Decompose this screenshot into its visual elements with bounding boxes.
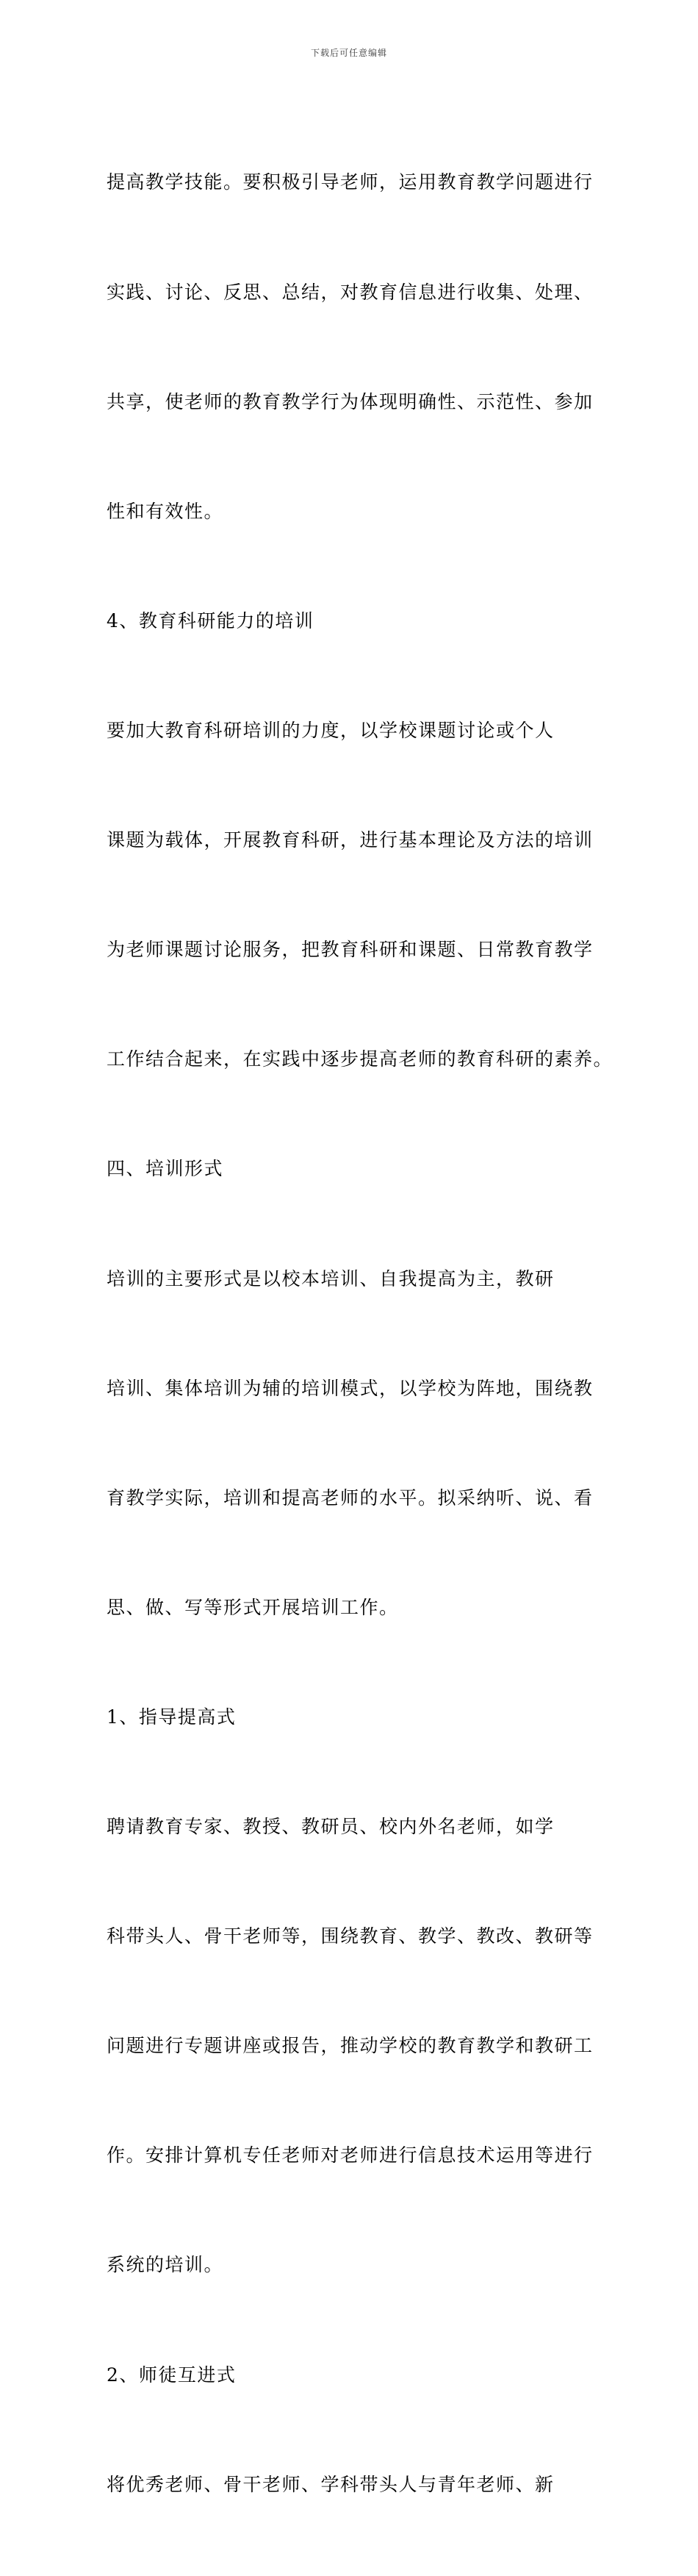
- section-heading: 1、指导提高式: [107, 1706, 237, 1728]
- text-line: 共享，使老师的教育教学行为体现明确性、示范性、参加: [107, 390, 594, 412]
- text-line: 作。安排计算机专任老师对老师进行信息技术运用等进行: [107, 2144, 594, 2167]
- section-heading: 4、教育科研能力的培训: [107, 609, 314, 632]
- text-line: 性和有效性。: [107, 500, 224, 522]
- document-text: [107, 91, 614, 2576]
- text-line: 实践、讨论、反思、总结，对教育信息进行收集、处理、: [107, 281, 594, 303]
- text-line: 为老师课题讨论服务，把教育科研和课题、日常教育教学: [107, 939, 594, 961]
- text-line: 思、做、写等形式开展培训工作。: [107, 1596, 399, 1618]
- document-body: [107, 91, 614, 2576]
- text-line: 问题进行专题讲座或报告，推动学校的教育教学和教研工: [107, 2035, 594, 2057]
- text-line: 聘请教育专家、教授、教研员、校内外名老师，如学: [107, 1816, 555, 1838]
- text-line: 课题为载体，开展教育科研，进行基本理论及方法的培训: [107, 829, 594, 851]
- text-line: 系统的培训。: [107, 2254, 224, 2276]
- text-line: 要加大教育科研培训的力度，以学校课题讨论或个人: [107, 719, 555, 741]
- section-heading: 四、培训形式: [107, 1158, 224, 1180]
- section-heading: 2、师徒互进式: [107, 2364, 237, 2386]
- text-line: 培训的主要形式是以校本培训、自我提高为主，教研: [107, 1267, 555, 1289]
- text-line: 育教学实际，培训和提高老师的水平。拟采纳听、说、看: [107, 1486, 594, 1509]
- text-line: 工作结合起来，在实践中逐步提高老师的教育科研的素养。: [107, 1048, 614, 1070]
- text-line: 将优秀老师、骨干老师、学科带头人与青年老师、新: [107, 2473, 555, 2495]
- text-line: 科带头人、骨干老师等，围绕教育、教学、教改、教研等: [107, 1925, 594, 1947]
- text-line: 提高教学技能。要积极引导老师，运用教育教学问题进行: [107, 171, 594, 193]
- page-header: 下载后可任意编辑: [310, 48, 387, 58]
- text-line: 培训、集体培训为辅的培训模式，以学校为阵地，围绕教: [107, 1377, 594, 1399]
